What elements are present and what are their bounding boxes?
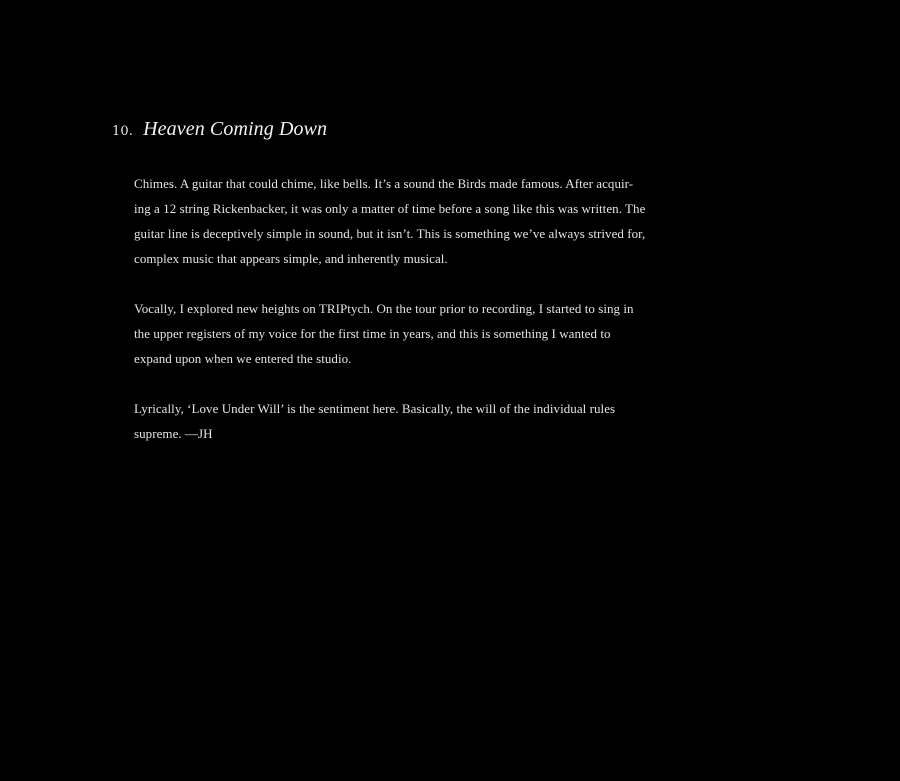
track-number: 10.: [112, 124, 133, 139]
track-notes: [134, 171, 764, 471]
notes-line: guitar line is deceptively simple in sound, but it isn’t. This is something we’ve always strived for,: [134, 226, 646, 241]
notes-line: supreme. —JH: [134, 426, 213, 441]
notes-line: expand upon when we entered the studio.: [134, 351, 352, 366]
track-heading: [112, 118, 327, 141]
notes-line: Vocally, I explored new heights on TRIPtych. On the tour prior to recording, I started to sing in: [134, 301, 634, 316]
notes-paragraph-chimes: [134, 171, 764, 271]
notes-line: complex music that appears simple, and inherently musical.: [134, 251, 448, 266]
track-title: Heaven Coming Down: [143, 118, 328, 140]
notes-paragraph-lyrics: [134, 396, 764, 446]
notes-line: the upper registers of my voice for the first time in years, and this is something I wanted to: [134, 326, 611, 341]
notes-line: ing a 12 string Rickenbacker, it was only a matter of time before a song like this was written. The: [134, 201, 646, 216]
notes-paragraph-vocals: [134, 296, 764, 371]
notes-line: Lyrically, ‘Love Under Will’ is the sentiment here. Basically, the will of the individual rules: [134, 401, 616, 416]
notes-line: Chimes. A guitar that could chime, like bells. It’s a sound the Birds made famous. After acquir-: [134, 176, 634, 191]
